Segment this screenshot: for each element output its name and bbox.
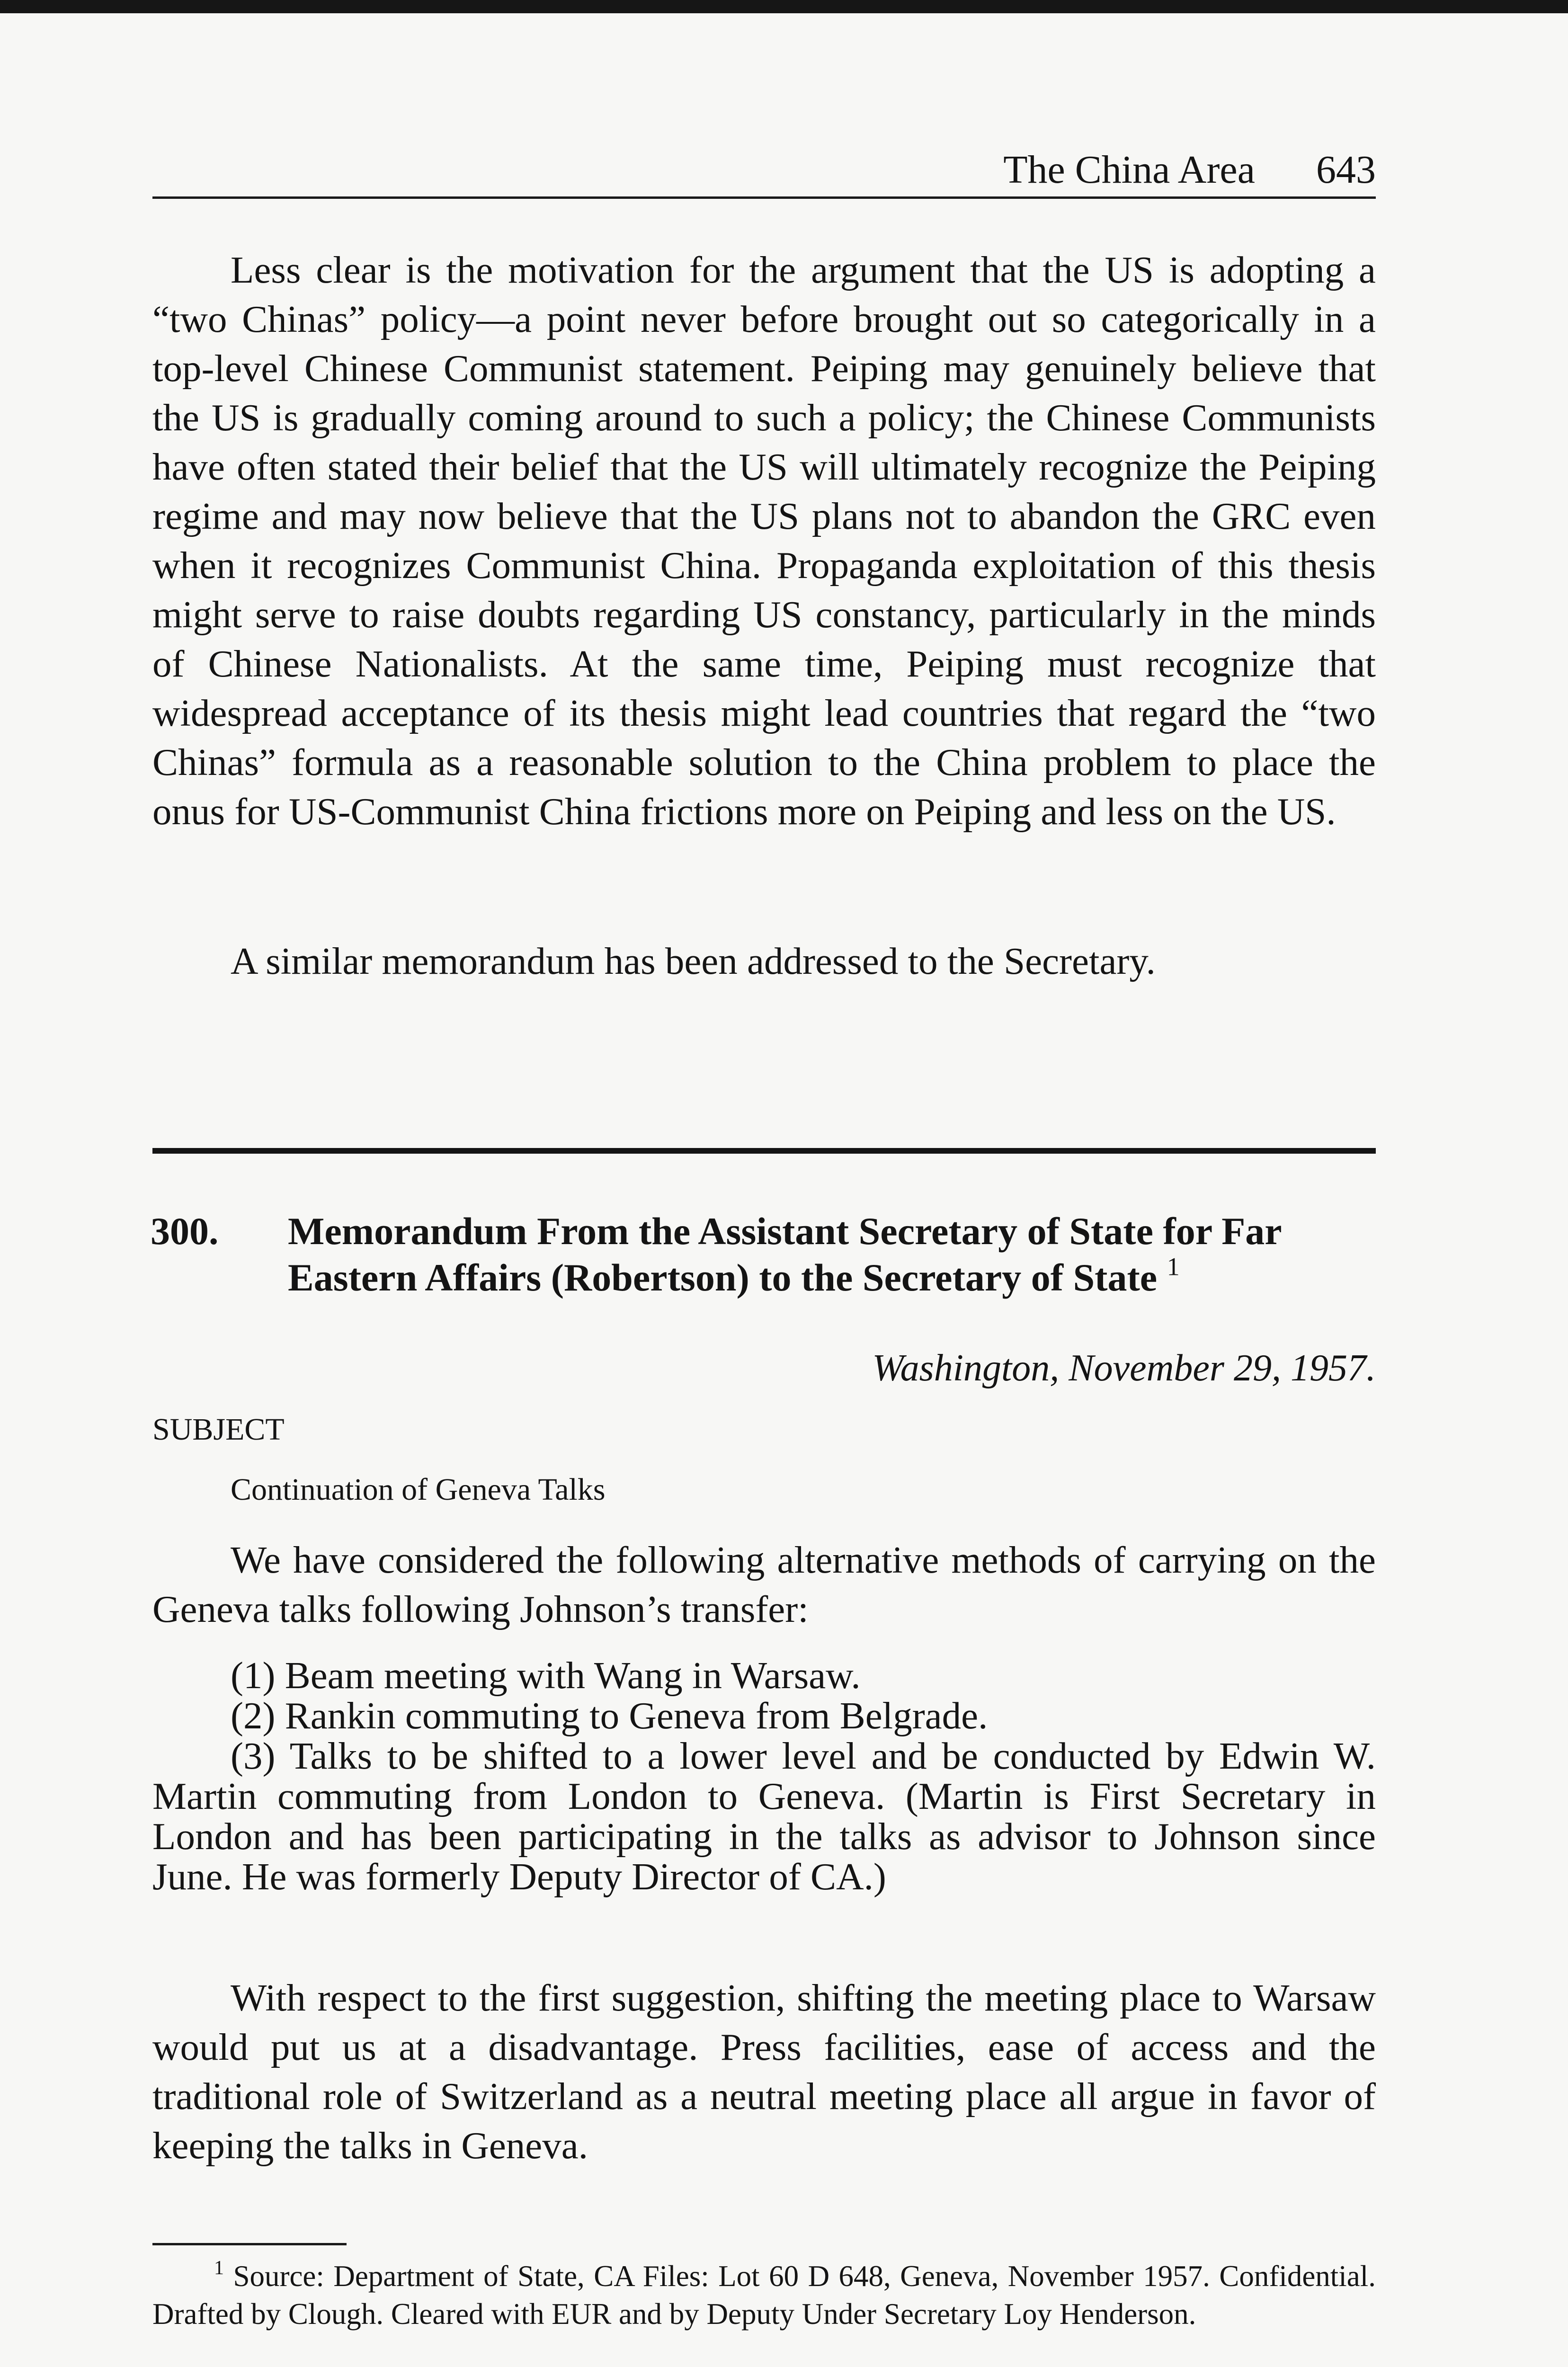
warsaw-paragraph — [152, 1973, 1376, 2170]
list-item: (1) Beam meeting with Wang in Warsaw. — [231, 1654, 861, 1697]
paragraph-text: Less clear is the motivation for the argument that the US is adopting a “two Chinas” policy—a point never before brought out so categorically in a top-level Chinese Communist statement. Peiping may genuinely believe that the US is gradually coming around to such a policy; the Chinese Communists have often stated their belief that the US will ultimately recognize the Peiping regime and may now believe that the US plans not to abandon the GRC even when it recognizes Communist China. Propaganda exploitation of this thesis might serve to raise doubts regarding US constancy, particularly in the minds of Chinese Nationalists. At the same time, Peiping must recognize that widespread acceptance of its thesis might lead countries that regard the “two Chinas” formula as a reasonable solution to the China problem to place the onus for US-Communist China frictions more on Peiping and less on the US. — [152, 249, 1376, 833]
dateline: Washington, November 29, 1957. — [872, 1347, 1376, 1389]
document-number: 300. — [151, 1210, 219, 1253]
paragraph-text: With respect to the first suggestion, shifting the meeting place to Warsaw would put us at a disadvantage. Press facilities, ease of access and the traditional role of Switzerland as a neutral meeting place all argue in favor of keeping the talks in Geneva. — [152, 1976, 1376, 2167]
continuation-paragraph — [152, 245, 1376, 836]
list-item: (2) Rankin commuting to Geneva from Belgrade. — [231, 1694, 988, 1737]
closing-note-paragraph — [152, 936, 1376, 986]
running-head-title: The China Area — [1003, 148, 1255, 192]
list-item: (3) Talks to be shifted to a lower level and be conducted by Edwin W. Martin commuting from London to Geneva. (Martin is First Secretary in London and has been participating in the talks as advisor to Johnson since June. He was formerly Deputy Director of CA.) — [152, 1735, 1376, 1898]
top-edge-rule — [0, 0, 1568, 13]
footnote-text: Source: Department of State, CA Files: Lot 60 D 648, Geneva, November 1957. Confidential. Drafted by Clough. Cleared with EUR and by Deputy Under Secretary Loy Henderson. — [152, 2260, 1376, 2331]
subject-text: Continuation of Geneva Talks — [231, 1472, 606, 1507]
document-title — [288, 1208, 1381, 1301]
running-head — [152, 142, 1376, 199]
options-list — [152, 1655, 1376, 1897]
footnote-reference: 1 — [1167, 1252, 1180, 1281]
paragraph-text: We have considered the following alternative methods of carrying on the Geneva talks following Johnson’s transfer: — [152, 1539, 1376, 1630]
footnote — [152, 2257, 1376, 2333]
paragraph-text: A similar memorandum has been addressed to the Secretary. — [231, 940, 1156, 982]
footnote-divider — [152, 2243, 347, 2245]
footnote-marker: 1 — [214, 2257, 224, 2279]
intro-paragraph — [152, 1535, 1376, 1634]
page-number: 643 — [1316, 148, 1376, 192]
document-title-text: Memorandum From the Assistant Secretary of State for Far Eastern Affairs (Robertson) to the Secretary of State — [288, 1210, 1282, 1299]
section-divider — [152, 1148, 1376, 1154]
subject-label: SUBJECT — [152, 1412, 285, 1447]
